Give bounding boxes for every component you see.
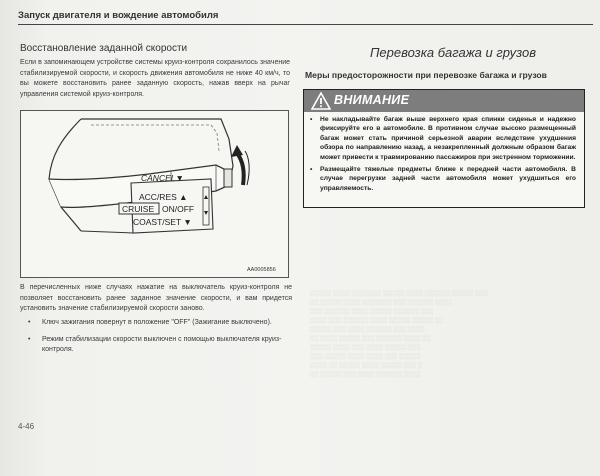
bullet-text: Режим стабилизации скорости выключен с помощью выключателя круиз-контроля.: [42, 335, 282, 354]
after-paragraph: В перечисленных ниже случаях нажатие на выключатель круиз-контроля не позволяет восстановить ранее заданное значение скорости, и вам придется установить значение стабилизируемой скорости заново.: [20, 284, 292, 313]
right-section-title: Перевозка багажа и грузов: [369, 45, 536, 60]
coast-set-label: COAST/SET ▼: [133, 217, 192, 227]
bullet-text: Ключ зажигания повернут в положение "OFF" (Зажигание выключено).: [42, 319, 272, 326]
right-subsection-title: Меры предосторожности при перевозке багажа и грузов: [305, 70, 547, 80]
warning-triangle-icon: [311, 92, 331, 110]
list-item: [22, 335, 290, 356]
page-number: 4-46: [18, 422, 35, 431]
warning-text: Не накладывайте багаж выше верхнего края спинки сиденья и надежно фиксируйте его в автомобиле. В противном случае высоко размещенный багаж может стать причиной серьезной аварии вследствие ухудшения обзора по направлению назад, а незакрепленный должным образом багаж может привести к травмированию пассажиров при экстренном торможении.: [320, 116, 576, 161]
cancel-label: CANCEL▼: [141, 173, 184, 183]
bullet-icon: •: [310, 166, 313, 174]
cruise-control-lever-figure: [20, 110, 289, 278]
list-item: [310, 115, 576, 162]
bullet-icon: •: [28, 335, 31, 343]
bullet-icon: •: [310, 116, 313, 123]
header-rule: [18, 24, 593, 25]
page-header: Запуск двигателя и вождение автомобиля: [18, 10, 219, 21]
list-item: [22, 318, 290, 329]
cruise-lever-illustration: [21, 111, 288, 277]
cruise-label: CRUISE: [122, 204, 155, 214]
warning-list: [310, 115, 576, 196]
list-item: [310, 165, 576, 193]
conditions-list: [22, 318, 290, 362]
acc-res-label: ACC/RES ▲: [139, 192, 188, 202]
intro-paragraph: Если в запоминающем устройстве системы круиз-контроля сохранилось значение стабилизируемой скорости, и скорость движения автомобиля не ниже 40 км/ч, то вы можете восстановить ранее заданную скорость, нажав вверх на рычаг управления системой круиз-контроля.: [20, 59, 290, 98]
warning-box: [303, 89, 585, 208]
warning-label: ВНИМАНИЕ: [334, 93, 410, 107]
warning-header: [304, 90, 584, 112]
figure-code: AA0005856: [247, 267, 276, 273]
on-off-label: ON/OFF: [162, 204, 195, 214]
bleed-through-decoration: ░░░░░ ░░░░ ░░░░░░░ ░░░░░ ░░░░ ░░░░░░ ░░░░░ ░░░ ░░ ░░░░░ ░░░░ ░░░░░░░ ░░░ ░░░░░░ ░░░░ ░░░ ░░░░░░ ░░░░ ░░░░░ ░░░░░░ ░░░ ░░░░ ░░░ ░░░░░░ ░░░░ ░░░░░ ░░░░░ ░░ ░░░░░ ░░░ ░░░░ ░░░░░░ ░░░ ░░░░ ░░ ░░░░ ░░░░░ ░░░ ░░░░░░ ░░░░ ░░ ░░░░░ ░░░░ ░░░ ░░░░ ░░░░░ ░░░ ░░░ ░░░░░ ░░░░ ░░░░ ░░░ ░░░░░ ░░░░ ░░ ░░░░░ ░░░░ ░░░░░ ░░░ ░ ░░ ░░░░░ ░░░ ░░░░ ░░░░░░ ░░░░: [310, 291, 488, 378]
bullet-icon: •: [28, 319, 31, 326]
warning-text: Размещайте тяжелые предметы ближе к передней части автомобиля. В случае перегрузки задней части автомобиля может ухудшиться его управляемость.: [320, 166, 576, 192]
section-title: Восстановление заданной скорости: [20, 43, 188, 54]
